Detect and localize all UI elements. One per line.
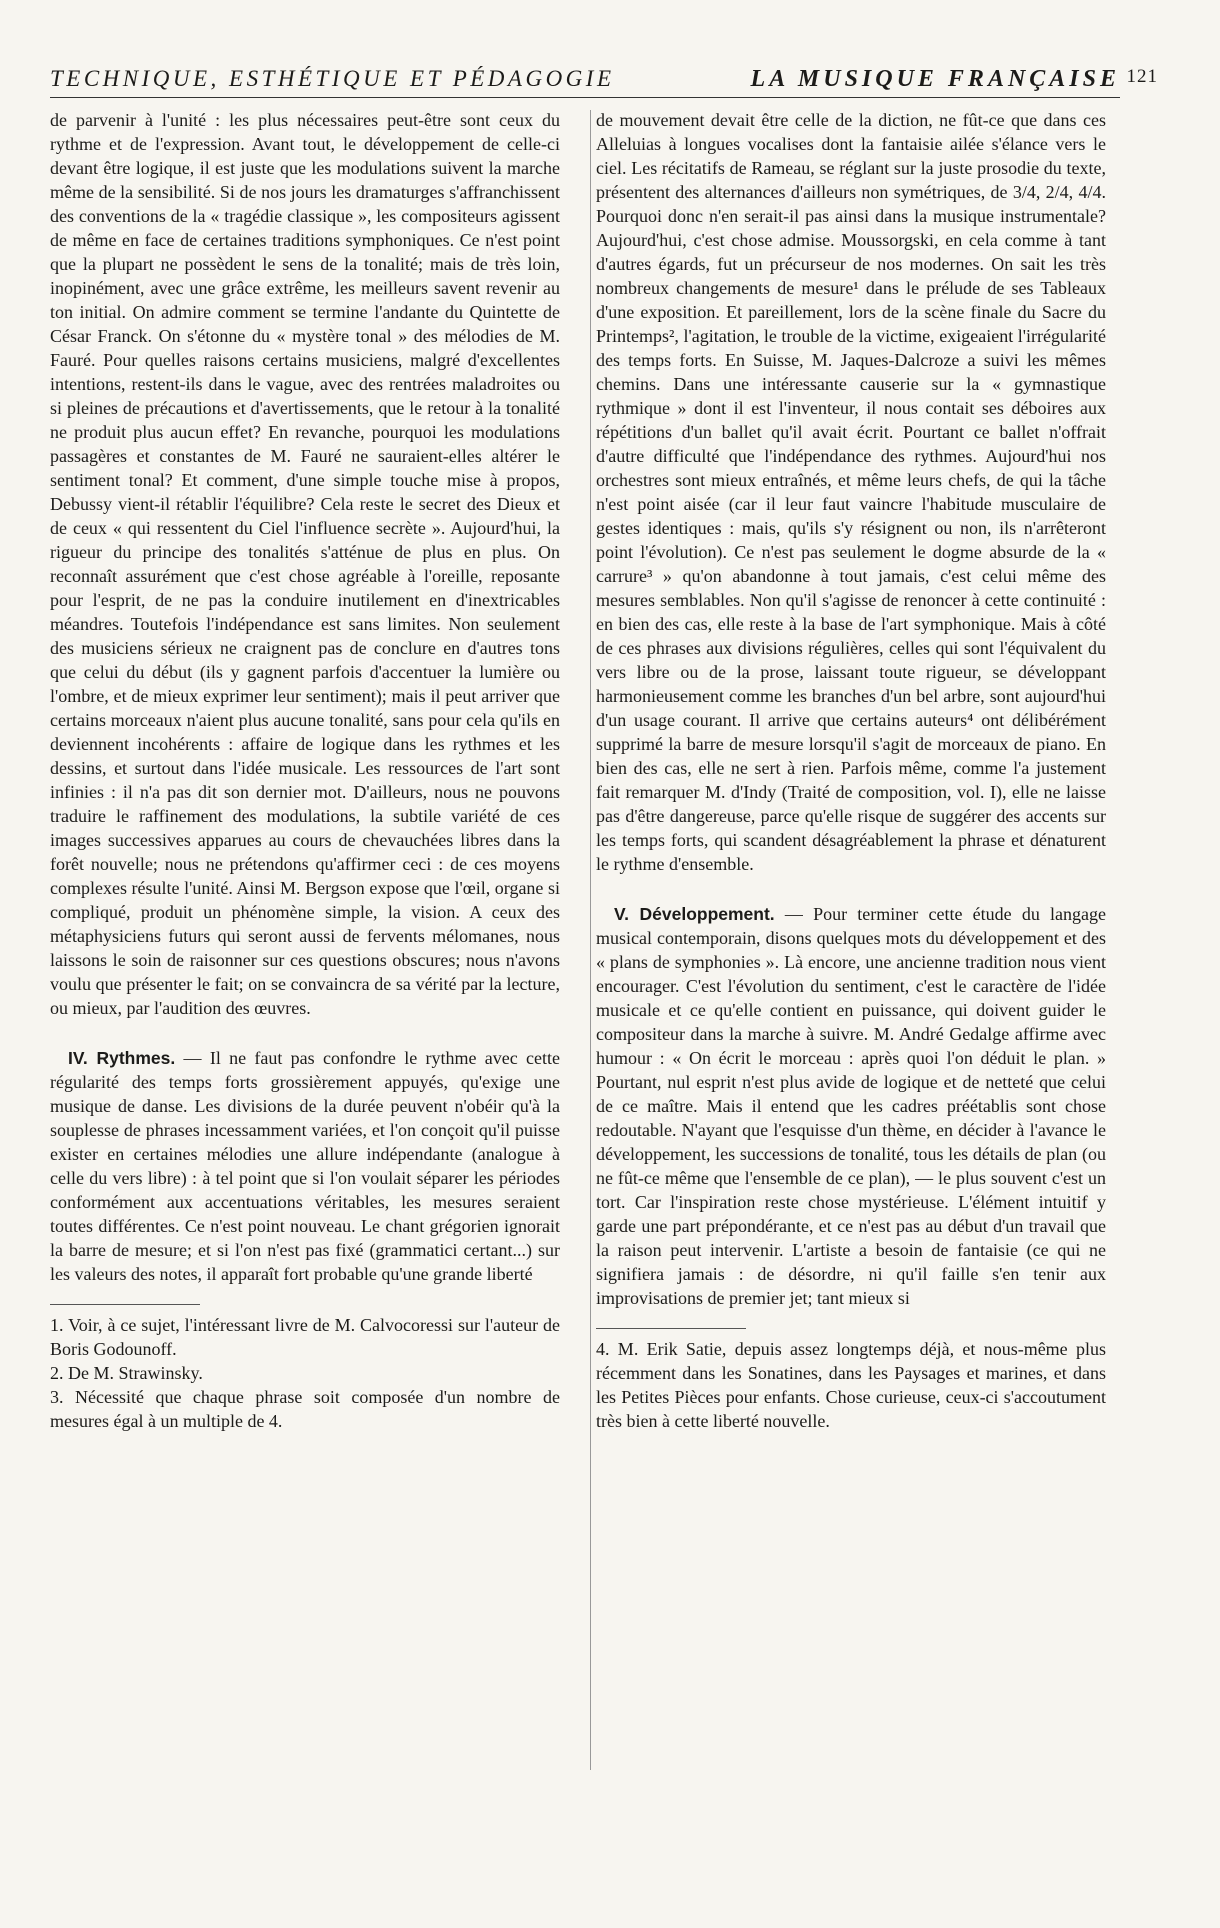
header-right-title: LA MUSIQUE FRANÇAISE — [750, 66, 1120, 92]
footnote-3: 3. Nécessité que chaque phrase soit composée d'un nombre de mesures égal à un multiple de 4. — [50, 1387, 560, 1431]
left-column — [50, 108, 560, 1433]
column-divider — [590, 110, 591, 1770]
right-column — [596, 108, 1106, 1433]
running-header — [50, 66, 1158, 93]
footnote-rule — [50, 1304, 200, 1305]
footnote-2: 2. De M. Strawinsky. — [50, 1363, 203, 1383]
section-heading-rythmes: IV. Rythmes. — [68, 1048, 176, 1068]
developpement-text: — Pour terminer cette étude du langage musical contemporain, disons quelques mots du développement et des « plans de symphonies ». Là encore, une ancienne tradition nous vient encourager. C'est l'évolution du sentiment, c'est le caractère de l'idée musicale et ce qu'elle contient en puissance, qui doivent guider le compositeur dans la marche à suivre. M. André Gedalge affirme avec humour : « On écrit le morceau : après quoi l'on déduit le plan. » Pourtant, nul esprit n'est plus avide de logique et de netteté que celui de ce maître. Mais il entend que les cadres préétablis sont chose redoutable. N'ayant que l'esquisse d'un thème, en décider à l'avance le développement, les successions de tonalité, tous les détails de plan (ou ne fût-ce même que l'ensemble de ce plan), — le plus souvent c'est un tort. Car l'inspiration reste chose mystérieuse. L'élément intuitif y garde une part prépondérante, et ce n'est pas au début d'un travail que la raison peut intervenir. L'artiste a besoin de fantaisie (ce qui ne signifiera jamais : de désordre, ni qu'il faille s'en tenir aux improvisations de premier jet; tant mieux si — [596, 904, 1106, 1308]
right-paragraph-1: de mouvement devait être celle de la diction, ne fût-ce que dans ces Alleluias à longues vocalises dont la fantaisie ailée s'élance vers le ciel. Les récitatifs de Rameau, se réglant sur la juste prosodie du texte, présentent des alternances d'ailleurs non symétriques, de 3/4, 2/4, 4/4. Pourquoi donc n'en serait-il pas ainsi dans la musique instrumentale? Aujourd'hui, c'est chose admise. Moussorgski, en cela comme à tant d'autres égards, fut un précurseur de nos modernes. On sait les très nombreux changements de mesure¹ dans le prélude de ses Tableaux d'une exposition. Et pareillement, lors de la scène finale du Sacre du Printemps², l'agitation, le trouble de la victime, exigeaient l'irrégularité des temps forts. En Suisse, M. Jaques-Dalcroze a suivi les mêmes chemins. Dans une intéressante causerie sur la « gymnastique rythmique » dont il est l'inventeur, il nous contait ses déboires aux répétitions d'un ballet qu'il avait écrit. Pourtant ce ballet n'offrait d'autre difficulté que l'indépendance des rythmes. Aujourd'hui nos orchestres sont mieux entraînés, et même leurs chefs, de qui la tâche n'est point aisée (car il leur faut vaincre l'habitude musculaire de gestes identiques : mais, qu'ils s'y résignent ou non, ils n'arrêteront point l'évolution). Ce n'est pas seulement le dogme absurde de la « carrure³ » qu'on abandonne à tout jamais, c'est celui même des mesures semblables. Non qu'il s'agisse de renoncer à cette continuité : en bien des cas, elle reste à la base de l'art symphonique. Mais à côté de ces phrases aux divisions régulières, celles qui sont l'équivalent du vers libre ou de la prose, laissant toute rigueur, se développant harmonieusement comme les branches d'un bel arbre, sont aujourd'hui d'un usage courant. Il arrive que certains auteurs⁴ ont délibérément supprimé la barre de mesure lorsqu'il s'agit de morceaux de piano. En bien des cas, elle ne sert à rien. Parfois même, comme l'a justement fait remarquer M. d'Indy (Traité de composition, vol. I), elle ne laisse pas d'être dangereuse, parce qu'elle risque de suggérer des accents sur les temps forts, qui scandent désagréablement la phrase et dénaturent le rythme d'ensemble. — [596, 110, 1106, 874]
footnote-1: 1. Voir, à ce sujet, l'intéressant livre de M. Calvocoressi sur l'auteur de Boris Godounoff. — [50, 1315, 560, 1359]
section-developpement — [596, 902, 1106, 1310]
rythmes-text: — Il ne faut pas confondre le rythme avec cette régularité des temps forts grossièrement appuyés, qu'exige une musique de danse. Les divisions de la durée peuvent n'obéir qu'à la souplesse de phrases incessamment variées, et l'on conçoit qu'il puisse exister en certaines mélodies une allure indépendante (analogue à celle du vers libre) : à tel point que si l'on voulait séparer les périodes conformément aux accentuations véritables, les mesures seraient toutes différentes. Ce n'est point nouveau. Le chant grégorien ignorait la barre de mesure; et si l'on n'est pas fixé (grammatici certant...) sur les valeurs des notes, il apparaît fort probable qu'une grande liberté — [50, 1048, 561, 1284]
left-paragraph-1: de parvenir à l'unité : les plus nécessaires peut-être sont ceux du rythme et de l'expression. Avant tout, le développement de celle-ci devant être logique, il est juste que les modulations suivent la marche même de la sensibilité. Si de nos jours les dramaturges s'affranchissent des conventions de la « tragédie classique », les compositeurs agissent de même en face de certaines traditions symphoniques. Ce n'est point que la plupart ne possèdent le sens de la tonalité; mais de très loin, inopinément, avec une grâce extrême, les meilleurs savent revenir au ton initial. On admire comment se termine l'andante du Quintette de César Franck. On s'étonne du « mystère tonal » des mélodies de M. Fauré. Pour quelles raisons certains musiciens, malgré d'excellentes intentions, restent-ils dans le vague, avec des rentrées maladroites ou si pleines de précautions et d'avertissements, que le retour à la tonalité ne produit plus aucun effet? En revanche, pourquoi les modulations passagères et constantes de M. Fauré ne sauraient-elles altérer le sentiment tonal? Et comment, d'une simple touche mise à propos, Debussy vient-il rétablir l'équilibre? Cela reste le secret des Dieux et de ceux « qui ressentent du Ciel l'influence secrète ». Aujourd'hui, la rigueur du principe des tonalités s'atténue de plus en plus. On reconnaît assurément que c'est chose agréable à l'oreille, reposante pour l'esprit, de ne pas la conduire inutilement en d'inextricables méandres. Toutefois l'indépendance est sans limites. Non seulement des musiciens sérieux ne craignent pas de conclure en d'autres tons que celui du début (ils y gagnent parfois d'accentuer la lumière ou l'ombre, et de mieux exprimer leur sentiment); mais il peut arriver que certains morceaux n'aient plus aucune tonalité, sans pour cela qu'ils en deviennent incohérents : affaire de logique dans les rythmes et les dessins, et surtout dans l'idée musicale. Les ressources de l'art sont infinies : il n'a pas dit son dernier mot. D'ailleurs, nous ne pouvons traduire le raffinement des modulations, la subtile variété de ces images successives apparues au cours de chevauchées libres dans la forêt nouvelle; nous ne prétendons qu'affirmer ceci : de ces moyens complexes résulte l'unité. Ainsi M. Bergson expose que l'œil, organe si compliqué, produit un phénomène simple, la vision. A ceux des métaphysiciens futurs qui seront aussi de fervents mélomanes, nous laissons le soin de raisonner sur ces questions obscures; nous n'avons voulu que présenter le fait; on se convaincra de sa vérité par la lecture, ou mieux, par l'audition des œuvres. — [50, 110, 560, 1018]
footnote-rule-right — [596, 1328, 746, 1329]
header-left-title: TECHNIQUE, ESTHÉTIQUE ET PÉDAGOGIE — [50, 66, 615, 91]
page-number: 121 — [1126, 66, 1158, 87]
footnote-4: 4. M. Erik Satie, depuis assez longtemps déjà, et nous-même plus récemment dans les Sonatines, dans les Paysages et marines, et dans les Petites Pièces pour enfants. Chose curieuse, ceux-ci s'accoutument très bien à cette liberté nouvelle. — [596, 1339, 1106, 1431]
section-rythmes — [50, 1046, 560, 1286]
header-rule — [50, 97, 1120, 98]
section-heading-developpement: V. Développement. — [614, 904, 775, 924]
